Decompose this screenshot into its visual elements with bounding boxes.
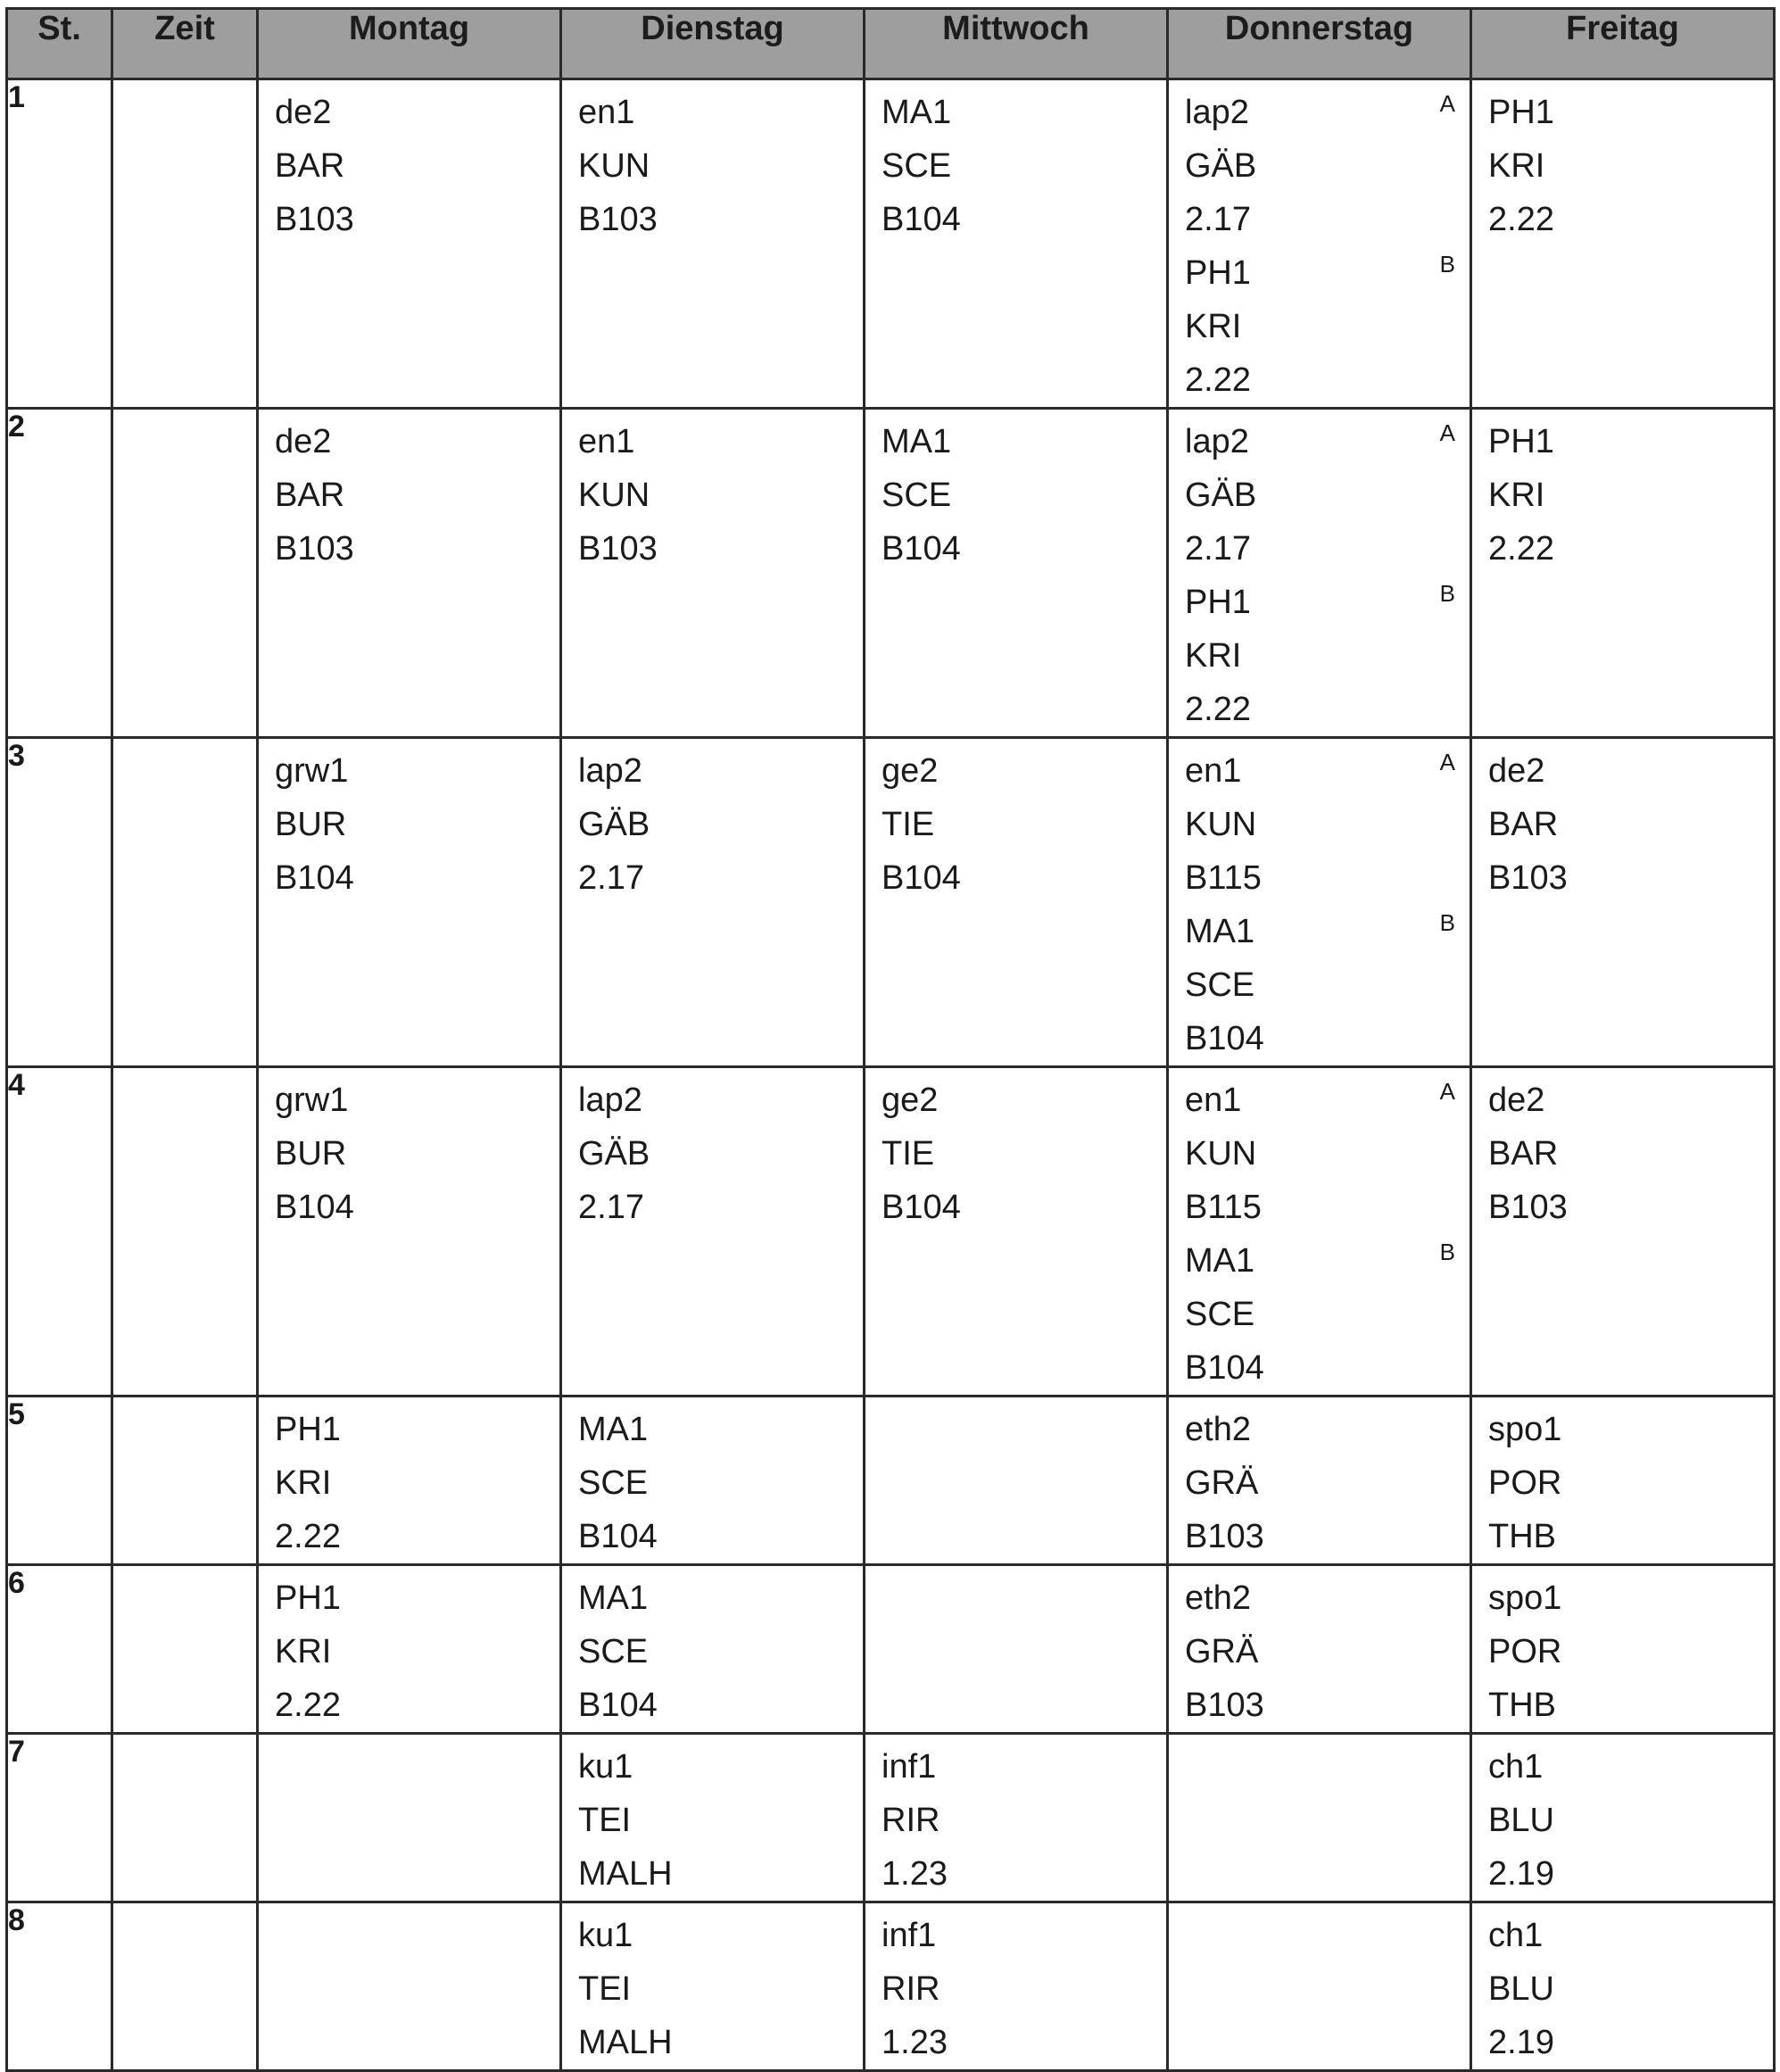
lesson-entry xyxy=(1488,1909,1773,2069)
room-code: B103 xyxy=(1488,859,1568,897)
lesson-cell xyxy=(1472,1397,1773,1563)
room-code: MALH xyxy=(578,2024,673,2061)
teacher-code: SCE xyxy=(882,147,952,185)
cell-donnerstag xyxy=(1168,738,1471,1067)
teacher-code: RIR xyxy=(882,1970,940,2008)
subject-code: ku1 xyxy=(578,1748,633,1786)
teacher-code: KRI xyxy=(1185,637,1242,675)
teacher-code: BLU xyxy=(1488,1802,1554,1839)
teacher-code: GRÄ xyxy=(1185,1633,1259,1670)
lesson-cell xyxy=(562,1397,863,1563)
room-code: B103 xyxy=(578,201,658,238)
lesson-cell xyxy=(562,1566,863,1732)
room-code: THB xyxy=(1488,1518,1556,1555)
header-montag: Montag xyxy=(258,9,561,79)
subject-code: PH1 xyxy=(1488,423,1554,460)
cell-mittwoch xyxy=(865,1067,1168,1397)
lesson-entry xyxy=(1488,415,1773,576)
period-row xyxy=(7,1397,1775,1565)
room-code: 2.19 xyxy=(1488,1855,1554,1893)
period-number: 1 xyxy=(7,79,112,409)
lesson-cell xyxy=(1169,739,1470,1065)
group-label: A xyxy=(1439,1078,1455,1105)
teacher-code: GÄB xyxy=(1185,147,1257,185)
group-label: B xyxy=(1439,251,1455,278)
group-label: A xyxy=(1439,749,1455,775)
room-code: B104 xyxy=(275,1189,354,1226)
lesson-entry xyxy=(882,1073,1166,1234)
group-label: B xyxy=(1439,1239,1455,1265)
room-code: MALH xyxy=(578,1855,673,1893)
cell-dienstag xyxy=(561,1734,865,1902)
cell-freitag xyxy=(1471,79,1775,409)
subject-code: ge2 xyxy=(882,1082,939,1119)
lesson-cell xyxy=(865,410,1166,576)
room-code: B104 xyxy=(275,859,354,897)
subject-code: PH1 xyxy=(1185,584,1251,621)
lesson-entry xyxy=(275,744,559,905)
lesson-entry xyxy=(1488,1740,1773,1901)
lesson-entry xyxy=(578,1073,863,1234)
cell-freitag xyxy=(1471,1734,1775,1902)
cell-montag xyxy=(258,1565,561,1734)
teacher-code: SCE xyxy=(578,1633,649,1670)
teacher-code: TEI xyxy=(578,1970,632,2008)
teacher-code: TIE xyxy=(882,1135,935,1173)
period-number: 5 xyxy=(7,1397,112,1565)
header-row xyxy=(7,9,1775,79)
lesson-cell xyxy=(259,1566,559,1732)
lesson-cell xyxy=(1169,410,1470,736)
subject-code: de2 xyxy=(275,94,332,131)
teacher-code: BUR xyxy=(275,1135,347,1173)
lesson-entry xyxy=(578,415,863,576)
lesson-cell xyxy=(865,1903,1166,2069)
room-code: B104 xyxy=(882,1189,961,1226)
lesson-entry xyxy=(1185,1234,1470,1395)
lesson-cell xyxy=(865,80,1166,246)
cell-freitag xyxy=(1471,1397,1775,1565)
room-code: 2.22 xyxy=(1488,530,1554,568)
teacher-code: KRI xyxy=(275,1464,332,1502)
teacher-code: KRI xyxy=(1488,477,1545,514)
period-row xyxy=(7,1734,1775,1902)
subject-code: PH1 xyxy=(1185,254,1251,292)
room-code: 2.22 xyxy=(1488,201,1554,238)
subject-code: ku1 xyxy=(578,1917,633,1954)
lesson-entry xyxy=(578,1403,863,1563)
teacher-code: KUN xyxy=(1185,1135,1257,1173)
lesson-entry xyxy=(882,1740,1166,1901)
lesson-cell xyxy=(1472,739,1773,905)
subject-code: en1 xyxy=(578,423,635,460)
lesson-entry xyxy=(275,1571,559,1732)
room-code: 2.22 xyxy=(275,1687,341,1724)
subject-code: en1 xyxy=(1185,1082,1242,1119)
subject-code: MA1 xyxy=(1185,1242,1255,1280)
lesson-cell xyxy=(1169,1068,1470,1395)
cell-montag xyxy=(258,409,561,738)
lesson-entry xyxy=(1185,86,1470,246)
cell-mittwoch xyxy=(865,1734,1168,1902)
subject-code: inf1 xyxy=(882,1748,937,1786)
lesson-entry xyxy=(1488,744,1773,905)
cell-freitag xyxy=(1471,738,1775,1067)
group-label: B xyxy=(1439,580,1455,607)
lesson-cell xyxy=(1472,80,1773,246)
cell-dienstag xyxy=(561,738,865,1067)
lesson-cell xyxy=(562,1903,863,2069)
header-mittwoch: Mittwoch xyxy=(865,9,1168,79)
period-row xyxy=(7,409,1775,738)
cell-donnerstag xyxy=(1168,1565,1471,1734)
lesson-cell xyxy=(865,739,1166,905)
room-code: 1.23 xyxy=(882,1855,948,1893)
room-code: B104 xyxy=(882,530,961,568)
period-time xyxy=(112,79,258,409)
period-time xyxy=(112,1565,258,1734)
teacher-code: POR xyxy=(1488,1633,1562,1670)
teacher-code: BUR xyxy=(275,806,347,843)
cell-donnerstag xyxy=(1168,409,1471,738)
period-row xyxy=(7,738,1775,1067)
period-time xyxy=(112,1067,258,1397)
lesson-entry xyxy=(1185,576,1470,736)
lesson-cell xyxy=(562,1735,863,1901)
group-label: B xyxy=(1439,909,1455,936)
period-time xyxy=(112,738,258,1067)
subject-code: MA1 xyxy=(1185,913,1255,950)
lesson-entry xyxy=(882,86,1166,246)
lesson-entry xyxy=(1185,1571,1470,1732)
subject-code: PH1 xyxy=(275,1579,341,1617)
lesson-cell xyxy=(562,1068,863,1234)
lesson-entry xyxy=(1488,1073,1773,1234)
teacher-code: GRÄ xyxy=(1185,1464,1259,1502)
room-code: 2.17 xyxy=(1185,201,1251,238)
lesson-entry xyxy=(275,415,559,576)
cell-dienstag xyxy=(561,1902,865,2071)
teacher-code: SCE xyxy=(882,477,952,514)
period-row xyxy=(7,1067,1775,1397)
room-code: B104 xyxy=(1185,1349,1264,1387)
teacher-code: GÄB xyxy=(578,1135,650,1173)
teacher-code: SCE xyxy=(1185,1296,1255,1333)
period-time xyxy=(112,1902,258,2071)
period-number: 4 xyxy=(7,1067,112,1397)
lesson-entry xyxy=(578,1740,863,1901)
header-freitag: Freitag xyxy=(1471,9,1775,79)
teacher-code: KUN xyxy=(578,147,650,185)
teacher-code: BAR xyxy=(275,147,345,185)
lesson-cell xyxy=(1472,1903,1773,2069)
subject-code: en1 xyxy=(578,94,635,131)
cell-mittwoch xyxy=(865,79,1168,409)
cell-montag xyxy=(258,1734,561,1902)
period-row xyxy=(7,79,1775,409)
subject-code: ch1 xyxy=(1488,1917,1544,1954)
lesson-entry xyxy=(275,1073,559,1234)
subject-code: lap2 xyxy=(1185,94,1249,131)
lesson-entry xyxy=(578,1909,863,2069)
subject-code: MA1 xyxy=(882,423,952,460)
lesson-cell xyxy=(562,739,863,905)
teacher-code: KUN xyxy=(1185,806,1257,843)
room-code: 2.22 xyxy=(1185,691,1251,728)
teacher-code: BLU xyxy=(1488,1970,1554,2008)
room-code: B104 xyxy=(882,201,961,238)
cell-montag xyxy=(258,1067,561,1397)
cell-freitag xyxy=(1471,1902,1775,2071)
teacher-code: TIE xyxy=(882,806,935,843)
header-st: St. xyxy=(7,9,112,79)
subject-code: ch1 xyxy=(1488,1748,1544,1786)
lesson-cell xyxy=(1169,1397,1470,1563)
lesson-cell xyxy=(865,1397,1166,1403)
subject-code: ge2 xyxy=(882,752,939,790)
room-code: THB xyxy=(1488,1687,1556,1724)
room-code: B103 xyxy=(275,530,354,568)
cell-mittwoch xyxy=(865,1397,1168,1565)
period-time xyxy=(112,1397,258,1565)
subject-code: spo1 xyxy=(1488,1411,1562,1448)
lesson-entry xyxy=(578,744,863,905)
group-label: A xyxy=(1439,419,1455,446)
teacher-code: GÄB xyxy=(578,806,650,843)
cell-montag xyxy=(258,1397,561,1565)
lesson-entry xyxy=(882,1909,1166,2069)
lesson-cell xyxy=(562,410,863,576)
room-code: B104 xyxy=(1185,1020,1264,1057)
subject-code: de2 xyxy=(1488,752,1545,790)
room-code: B115 xyxy=(1185,1189,1262,1226)
teacher-code: BAR xyxy=(1488,806,1559,843)
timetable-page xyxy=(5,7,1775,2061)
period-number: 6 xyxy=(7,1565,112,1734)
lesson-entry xyxy=(1488,1403,1773,1563)
cell-freitag xyxy=(1471,1565,1775,1734)
room-code: B103 xyxy=(1185,1687,1264,1724)
subject-code: eth2 xyxy=(1185,1411,1251,1448)
subject-code: lap2 xyxy=(578,1082,642,1119)
lesson-cell xyxy=(562,80,863,246)
cell-dienstag xyxy=(561,1397,865,1565)
lesson-entry xyxy=(1185,905,1470,1065)
cell-montag xyxy=(258,738,561,1067)
lesson-cell xyxy=(259,80,559,246)
lesson-cell xyxy=(1472,1735,1773,1901)
cell-donnerstag xyxy=(1168,1734,1471,1902)
room-code: B103 xyxy=(1488,1189,1568,1226)
cell-donnerstag xyxy=(1168,1397,1471,1565)
lesson-cell xyxy=(259,410,559,576)
teacher-code: BAR xyxy=(275,477,345,514)
period-number: 2 xyxy=(7,409,112,738)
lesson-cell xyxy=(865,1068,1166,1234)
period-time xyxy=(112,1734,258,1902)
teacher-code: SCE xyxy=(1185,966,1255,1004)
room-code: 2.17 xyxy=(578,859,644,897)
cell-montag xyxy=(258,79,561,409)
subject-code: PH1 xyxy=(1488,94,1554,131)
room-code: B104 xyxy=(578,1518,658,1555)
lesson-cell xyxy=(1472,410,1773,576)
teacher-code: BAR xyxy=(1488,1135,1559,1173)
header-dienstag: Dienstag xyxy=(561,9,865,79)
lesson-cell xyxy=(865,1566,1166,1571)
lesson-entry xyxy=(1185,1403,1470,1563)
teacher-code: KRI xyxy=(275,1633,332,1670)
room-code: 2.22 xyxy=(275,1518,341,1555)
room-code: B104 xyxy=(882,859,961,897)
cell-donnerstag xyxy=(1168,79,1471,409)
lesson-entry xyxy=(1185,744,1470,905)
lesson-cell xyxy=(1169,80,1470,407)
subject-code: spo1 xyxy=(1488,1579,1562,1617)
room-code: 2.22 xyxy=(1185,361,1251,399)
period-number: 8 xyxy=(7,1902,112,2071)
cell-freitag xyxy=(1471,409,1775,738)
period-row xyxy=(7,1565,1775,1734)
lesson-entry xyxy=(1185,415,1470,576)
cell-mittwoch xyxy=(865,738,1168,1067)
subject-code: lap2 xyxy=(578,752,642,790)
subject-code: de2 xyxy=(1488,1082,1545,1119)
cell-dienstag xyxy=(561,409,865,738)
cell-mittwoch xyxy=(865,409,1168,738)
cell-dienstag xyxy=(561,1067,865,1397)
subject-code: de2 xyxy=(275,423,332,460)
lesson-entry xyxy=(1185,1073,1470,1234)
lesson-entry xyxy=(882,744,1166,905)
subject-code: MA1 xyxy=(882,94,952,131)
teacher-code: SCE xyxy=(578,1464,649,1502)
period-number: 3 xyxy=(7,738,112,1067)
teacher-code: KUN xyxy=(578,477,650,514)
period-number: 7 xyxy=(7,1734,112,1902)
cell-donnerstag xyxy=(1168,1067,1471,1397)
lesson-cell xyxy=(259,1903,559,1909)
room-code: B103 xyxy=(275,201,354,238)
lesson-entry xyxy=(882,415,1166,576)
lesson-cell xyxy=(259,1735,559,1740)
lesson-cell xyxy=(1472,1068,1773,1234)
room-code: 2.17 xyxy=(1185,530,1251,568)
lesson-entry xyxy=(275,1403,559,1563)
cell-donnerstag xyxy=(1168,1902,1471,2071)
subject-code: MA1 xyxy=(578,1579,649,1617)
teacher-code: TEI xyxy=(578,1802,632,1839)
lesson-cell xyxy=(1169,1566,1470,1732)
period-row xyxy=(7,1902,1775,2071)
subject-code: PH1 xyxy=(275,1411,341,1448)
teacher-code: GÄB xyxy=(1185,477,1257,514)
cell-dienstag xyxy=(561,1565,865,1734)
room-code: B115 xyxy=(1185,859,1262,897)
cell-montag xyxy=(258,1902,561,2071)
header-zeit: Zeit xyxy=(112,9,258,79)
period-time xyxy=(112,409,258,738)
lesson-cell xyxy=(865,1735,1166,1901)
lesson-cell xyxy=(1472,1566,1773,1732)
lesson-entry xyxy=(1488,86,1773,246)
header-donnerstag: Donnerstag xyxy=(1168,9,1471,79)
cell-mittwoch xyxy=(865,1902,1168,2071)
cell-dienstag xyxy=(561,79,865,409)
subject-code: inf1 xyxy=(882,1917,937,1954)
subject-code: en1 xyxy=(1185,752,1242,790)
lesson-entry xyxy=(1185,246,1470,407)
teacher-code: KRI xyxy=(1488,147,1545,185)
teacher-code: KRI xyxy=(1185,308,1242,345)
room-code: 2.17 xyxy=(578,1189,644,1226)
room-code: 2.19 xyxy=(1488,2024,1554,2061)
room-code: B104 xyxy=(578,1687,658,1724)
subject-code: grw1 xyxy=(275,1082,349,1119)
group-label: A xyxy=(1439,90,1455,117)
lesson-cell xyxy=(259,1397,559,1563)
lesson-cell xyxy=(259,739,559,905)
subject-code: eth2 xyxy=(1185,1579,1251,1617)
lesson-cell xyxy=(1169,1903,1470,1909)
lesson-entry xyxy=(275,86,559,246)
lesson-cell xyxy=(259,1068,559,1234)
lesson-entry xyxy=(578,1571,863,1732)
lesson-entry xyxy=(1488,1571,1773,1732)
timetable xyxy=(5,7,1776,2072)
lesson-entry xyxy=(578,86,863,246)
lesson-cell xyxy=(1169,1735,1470,1740)
room-code: 1.23 xyxy=(882,2024,948,2061)
subject-code: lap2 xyxy=(1185,423,1249,460)
teacher-code: RIR xyxy=(882,1802,940,1839)
room-code: B103 xyxy=(1185,1518,1264,1555)
timetable-body xyxy=(7,79,1775,2071)
teacher-code: POR xyxy=(1488,1464,1562,1502)
cell-freitag xyxy=(1471,1067,1775,1397)
subject-code: grw1 xyxy=(275,752,349,790)
room-code: B103 xyxy=(578,530,658,568)
subject-code: MA1 xyxy=(578,1411,649,1448)
cell-mittwoch xyxy=(865,1565,1168,1734)
